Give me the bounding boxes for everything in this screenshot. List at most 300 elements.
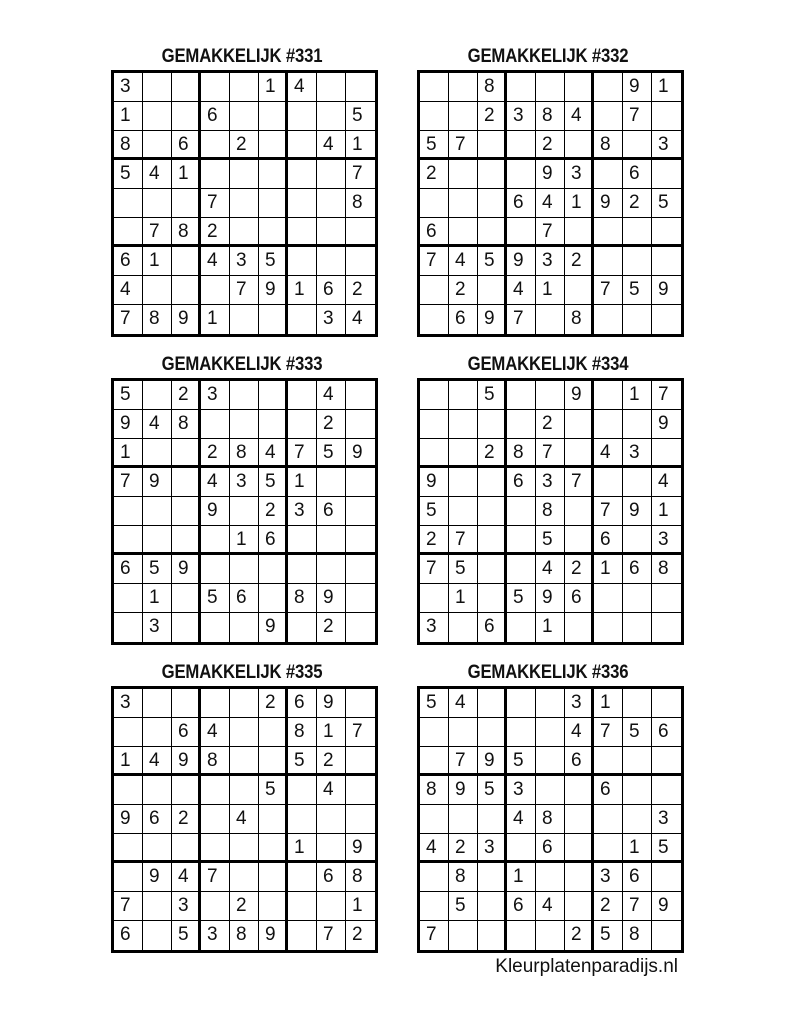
grid-cell: 4 xyxy=(317,381,346,410)
grid-cell: 1 xyxy=(143,247,172,276)
sudoku-grid xyxy=(417,378,684,645)
grid-cell xyxy=(201,160,230,189)
grid-cell: 2 xyxy=(230,892,259,921)
grid-cell: 4 xyxy=(536,189,565,218)
grid-cell: 6 xyxy=(230,584,259,613)
grid-cell xyxy=(449,468,478,497)
grid-cell xyxy=(259,189,288,218)
grid-cell xyxy=(652,776,681,805)
grid-cell xyxy=(420,584,449,613)
sudoku-puzzle-336 xyxy=(417,662,679,953)
grid-cell xyxy=(259,218,288,247)
grid-cell: 5 xyxy=(449,892,478,921)
grid-cell: 3 xyxy=(143,613,172,642)
grid-cell xyxy=(478,468,507,497)
grid-cell xyxy=(565,218,594,247)
grid-cell: 2 xyxy=(565,247,594,276)
grid-cell xyxy=(288,410,317,439)
grid-cell xyxy=(623,131,652,160)
grid-cell xyxy=(259,381,288,410)
grid-cell xyxy=(230,497,259,526)
grid-cell xyxy=(652,102,681,131)
grid-cell: 4 xyxy=(201,718,230,747)
grid-cell: 6 xyxy=(623,555,652,584)
grid-cell xyxy=(449,497,478,526)
grid-cell: 1 xyxy=(536,613,565,642)
grid-cell: 4 xyxy=(507,805,536,834)
grid-cell xyxy=(449,410,478,439)
grid-cell: 2 xyxy=(201,218,230,247)
grid-cell xyxy=(420,276,449,305)
grid-cell: 1 xyxy=(288,276,317,305)
grid-cell xyxy=(623,526,652,555)
grid-cell: 3 xyxy=(420,613,449,642)
grid-cell: 6 xyxy=(478,613,507,642)
grid-cell: 3 xyxy=(114,73,143,102)
grid-cell xyxy=(346,468,375,497)
grid-cell xyxy=(288,160,317,189)
grid-cell: 4 xyxy=(317,131,346,160)
puzzle-title: GEMAKKELIJK #336 xyxy=(467,662,629,683)
grid-cell xyxy=(317,189,346,218)
grid-cell: 7 xyxy=(143,218,172,247)
grid-cell: 3 xyxy=(201,381,230,410)
grid-cell: 9 xyxy=(652,276,681,305)
grid-cell xyxy=(172,189,201,218)
grid-cell xyxy=(317,102,346,131)
grid-cell xyxy=(565,892,594,921)
grid-cell: 4 xyxy=(652,468,681,497)
grid-cell xyxy=(507,218,536,247)
grid-cell: 4 xyxy=(143,747,172,776)
grid-cell: 5 xyxy=(420,497,449,526)
grid-cell: 9 xyxy=(346,834,375,863)
grid-cell xyxy=(449,381,478,410)
grid-cell: 2 xyxy=(259,497,288,526)
grid-cell xyxy=(143,776,172,805)
grid-cell: 1 xyxy=(114,439,143,468)
grid-cell: 4 xyxy=(507,276,536,305)
grid-cell xyxy=(507,497,536,526)
grid-cell xyxy=(317,247,346,276)
grid-cell xyxy=(536,921,565,950)
grid-cell: 2 xyxy=(201,439,230,468)
grid-cell: 4 xyxy=(143,160,172,189)
grid-cell: 5 xyxy=(346,102,375,131)
grid-cell: 9 xyxy=(623,73,652,102)
grid-cell: 9 xyxy=(172,305,201,334)
grid-cell: 9 xyxy=(143,468,172,497)
grid-cell xyxy=(172,73,201,102)
grid-cell xyxy=(594,584,623,613)
grid-cell xyxy=(652,584,681,613)
grid-cell: 1 xyxy=(536,276,565,305)
grid-cell: 6 xyxy=(172,718,201,747)
grid-cell: 1 xyxy=(114,747,143,776)
grid-cell: 2 xyxy=(420,160,449,189)
grid-cell xyxy=(201,410,230,439)
puzzle-title: GEMAKKELIJK #335 xyxy=(161,662,323,683)
grid-cell xyxy=(594,468,623,497)
grid-cell: 8 xyxy=(172,218,201,247)
grid-cell xyxy=(623,305,652,334)
grid-cell xyxy=(143,381,172,410)
grid-cell xyxy=(420,381,449,410)
grid-cell: 7 xyxy=(623,102,652,131)
grid-cell xyxy=(288,921,317,950)
grid-cell xyxy=(143,102,172,131)
grid-cell: 4 xyxy=(565,718,594,747)
grid-cell xyxy=(230,834,259,863)
grid-cell: 7 xyxy=(114,892,143,921)
grid-cell xyxy=(478,555,507,584)
grid-cell xyxy=(201,689,230,718)
grid-cell xyxy=(536,718,565,747)
grid-cell xyxy=(143,497,172,526)
grid-cell: 3 xyxy=(230,247,259,276)
grid-cell: 7 xyxy=(565,468,594,497)
grid-cell: 8 xyxy=(172,410,201,439)
grid-cell: 6 xyxy=(201,102,230,131)
grid-cell: 8 xyxy=(346,863,375,892)
grid-cell: 4 xyxy=(565,102,594,131)
grid-cell: 6 xyxy=(565,584,594,613)
grid-cell xyxy=(536,776,565,805)
grid-cell xyxy=(565,439,594,468)
grid-cell xyxy=(420,892,449,921)
grid-cell xyxy=(230,410,259,439)
grid-cell: 5 xyxy=(507,747,536,776)
grid-cell: 9 xyxy=(536,584,565,613)
grid-cell xyxy=(288,555,317,584)
grid-cell xyxy=(594,834,623,863)
grid-cell: 7 xyxy=(420,247,449,276)
grid-cell xyxy=(288,218,317,247)
grid-cell: 7 xyxy=(449,131,478,160)
grid-cell xyxy=(507,718,536,747)
grid-cell xyxy=(594,305,623,334)
grid-cell xyxy=(288,613,317,642)
grid-cell: 8 xyxy=(288,718,317,747)
grid-cell: 3 xyxy=(652,805,681,834)
grid-cell: 6 xyxy=(420,218,449,247)
grid-cell xyxy=(478,689,507,718)
grid-cell xyxy=(201,805,230,834)
grid-cell xyxy=(420,439,449,468)
grid-cell: 1 xyxy=(288,834,317,863)
grid-cell xyxy=(259,863,288,892)
grid-cell: 5 xyxy=(623,718,652,747)
grid-cell xyxy=(449,218,478,247)
sudoku-grid xyxy=(111,686,378,953)
grid-cell: 3 xyxy=(317,305,346,334)
grid-cell: 4 xyxy=(230,805,259,834)
grid-cell: 2 xyxy=(352,924,363,945)
grid-cell: 9 xyxy=(449,776,478,805)
grid-cell xyxy=(652,613,681,642)
grid-cell xyxy=(172,468,201,497)
grid-cell xyxy=(507,131,536,160)
grid-cell xyxy=(478,863,507,892)
grid-cell: 8 xyxy=(288,584,317,613)
grid-cell xyxy=(201,131,230,160)
grid-cell: 3 xyxy=(594,863,623,892)
grid-cell xyxy=(288,892,317,921)
grid-cell xyxy=(143,276,172,305)
grid-cell: 7 xyxy=(114,468,143,497)
grid-cell: 4 xyxy=(594,439,623,468)
sudoku-puzzle-333 xyxy=(111,354,373,645)
grid-cell: 5 xyxy=(172,921,201,950)
grid-cell: 8 xyxy=(536,497,565,526)
grid-cell xyxy=(317,805,346,834)
grid-cell: 2 xyxy=(565,921,594,950)
grid-cell xyxy=(478,410,507,439)
grid-cell: 2 xyxy=(172,805,201,834)
grid-cell: 9 xyxy=(594,189,623,218)
grid-cell xyxy=(230,381,259,410)
grid-cell: 5 xyxy=(478,247,507,276)
grid-cell: 7 xyxy=(594,497,623,526)
grid-cell xyxy=(288,131,317,160)
grid-cell xyxy=(143,689,172,718)
grid-cell xyxy=(288,526,317,555)
grid-cell: 6 xyxy=(259,526,288,555)
grid-cell xyxy=(230,102,259,131)
grid-cell xyxy=(172,102,201,131)
grid-cell xyxy=(565,776,594,805)
grid-cell: 5 xyxy=(259,247,288,276)
grid-cell: 1 xyxy=(623,381,652,410)
grid-cell xyxy=(346,73,375,102)
grid-cell xyxy=(478,131,507,160)
grid-cell xyxy=(449,160,478,189)
grid-cell xyxy=(478,497,507,526)
grid-cell xyxy=(201,526,230,555)
grid-cell xyxy=(259,584,288,613)
grid-cell: 2 xyxy=(594,892,623,921)
grid-cell xyxy=(346,555,375,584)
grid-cell: 5 xyxy=(652,189,681,218)
grid-cell: 3 xyxy=(507,776,536,805)
grid-cell xyxy=(346,613,375,642)
grid-cell: 9 xyxy=(623,497,652,526)
grid-cell xyxy=(172,613,201,642)
grid-cell xyxy=(172,584,201,613)
puzzle-title: GEMAKKELIJK #334 xyxy=(467,354,629,375)
grid-cell xyxy=(565,834,594,863)
grid-cell: 7 xyxy=(623,892,652,921)
grid-cell: 5 xyxy=(478,776,507,805)
puzzle-title: GEMAKKELIJK #333 xyxy=(161,354,323,375)
grid-cell xyxy=(507,921,536,950)
grid-cell: 9 xyxy=(420,468,449,497)
grid-cell: 9 xyxy=(478,305,507,334)
grid-cell: 6 xyxy=(143,805,172,834)
grid-cell xyxy=(652,439,681,468)
grid-cell: 6 xyxy=(507,468,536,497)
grid-cell: 1 xyxy=(346,892,375,921)
grid-cell xyxy=(346,526,375,555)
sudoku-puzzle-334 xyxy=(417,354,679,645)
grid-cell xyxy=(114,613,143,642)
grid-cell: 8 xyxy=(507,439,536,468)
grid-cell: 9 xyxy=(259,613,288,642)
grid-cell: 2 xyxy=(449,834,478,863)
grid-cell: 5 xyxy=(288,747,317,776)
grid-cell: 9 xyxy=(478,747,507,776)
sudoku-grid xyxy=(111,378,378,645)
grid-cell: 5 xyxy=(143,555,172,584)
grid-cell: 4 xyxy=(317,776,346,805)
grid-cell: 9 xyxy=(201,497,230,526)
sudoku-puzzle-331 xyxy=(111,46,373,337)
sudoku-puzzle-332 xyxy=(417,46,679,337)
grid-cell: 2 xyxy=(536,131,565,160)
grid-cell xyxy=(201,73,230,102)
grid-cell: 9 xyxy=(172,747,201,776)
grid-cell xyxy=(288,305,317,334)
grid-cell: 1 xyxy=(652,73,681,102)
grid-cell: 5 xyxy=(317,439,346,468)
grid-cell xyxy=(114,526,143,555)
grid-cell xyxy=(536,689,565,718)
grid-cell: 3 xyxy=(201,921,230,950)
grid-cell xyxy=(172,776,201,805)
grid-cell xyxy=(565,613,594,642)
grid-cell xyxy=(449,73,478,102)
grid-cell: 8 xyxy=(536,102,565,131)
grid-cell: 3 xyxy=(230,468,259,497)
grid-cell xyxy=(201,276,230,305)
grid-cell: 5 xyxy=(259,468,288,497)
grid-cell xyxy=(420,805,449,834)
grid-cell: 8 xyxy=(230,921,259,950)
grid-cell: 7 xyxy=(346,160,375,189)
grid-cell xyxy=(346,776,375,805)
grid-cell: 5 xyxy=(201,584,230,613)
grid-cell xyxy=(317,218,346,247)
grid-cell: 4 xyxy=(172,863,201,892)
grid-cell: 5 xyxy=(536,526,565,555)
grid-cell xyxy=(652,689,681,718)
grid-cell xyxy=(346,497,375,526)
puzzle-title: GEMAKKELIJK #331 xyxy=(161,46,323,67)
grid-cell xyxy=(652,747,681,776)
grid-cell xyxy=(449,613,478,642)
grid-cell xyxy=(317,468,346,497)
grid-cell xyxy=(317,892,346,921)
grid-cell xyxy=(565,73,594,102)
grid-cell: 6 xyxy=(288,689,317,718)
grid-cell xyxy=(114,776,143,805)
grid-cell xyxy=(507,613,536,642)
grid-cell xyxy=(623,468,652,497)
grid-cell xyxy=(594,102,623,131)
grid-cell xyxy=(259,555,288,584)
grid-cell xyxy=(172,834,201,863)
grid-cell: 6 xyxy=(652,718,681,747)
grid-cell: 6 xyxy=(449,305,478,334)
grid-cell xyxy=(114,497,143,526)
grid-cell xyxy=(507,689,536,718)
grid-cell xyxy=(652,160,681,189)
grid-cell xyxy=(346,689,375,718)
grid-cell: 6 xyxy=(114,921,143,950)
grid-cell xyxy=(172,276,201,305)
grid-cell: 2 xyxy=(172,381,201,410)
grid-cell xyxy=(201,892,230,921)
grid-cell xyxy=(201,776,230,805)
grid-cell: 3 xyxy=(623,439,652,468)
grid-cell xyxy=(143,189,172,218)
grid-cell xyxy=(420,863,449,892)
grid-cell: 1 xyxy=(114,102,143,131)
grid-cell: 2 xyxy=(623,189,652,218)
grid-cell: 1 xyxy=(594,689,623,718)
grid-cell: 5 xyxy=(420,689,449,718)
grid-cell: 9 xyxy=(652,410,681,439)
grid-cell xyxy=(449,921,478,950)
grid-cell xyxy=(143,718,172,747)
grid-cell: 2 xyxy=(536,410,565,439)
grid-cell: 4 xyxy=(536,555,565,584)
grid-cell xyxy=(346,805,375,834)
grid-cell xyxy=(652,863,681,892)
grid-cell xyxy=(507,73,536,102)
grid-cell: 4 xyxy=(143,410,172,439)
grid-cell: 8 xyxy=(114,131,143,160)
grid-cell xyxy=(536,863,565,892)
grid-cell: 3 xyxy=(536,468,565,497)
grid-cell xyxy=(565,276,594,305)
grid-cell xyxy=(420,747,449,776)
grid-cell xyxy=(317,73,346,102)
grid-cell xyxy=(623,613,652,642)
grid-cell xyxy=(230,73,259,102)
grid-cell xyxy=(259,747,288,776)
grid-cell: 6 xyxy=(594,526,623,555)
grid-cell: 2 xyxy=(565,555,594,584)
grid-cell: 6 xyxy=(623,160,652,189)
grid-cell xyxy=(230,613,259,642)
grid-cell xyxy=(420,73,449,102)
grid-cell: 7 xyxy=(536,439,565,468)
grid-cell xyxy=(536,381,565,410)
grid-cell: 7 xyxy=(230,276,259,305)
grid-cell xyxy=(565,410,594,439)
grid-cell xyxy=(420,189,449,218)
grid-cell: 7 xyxy=(536,218,565,247)
grid-cell xyxy=(478,584,507,613)
grid-cell: 1 xyxy=(652,497,681,526)
grid-cell xyxy=(201,555,230,584)
grid-cell: 5 xyxy=(652,834,681,863)
grid-cell xyxy=(288,247,317,276)
grid-cell: 1 xyxy=(317,718,346,747)
sudoku-grid xyxy=(417,70,684,337)
grid-cell xyxy=(230,189,259,218)
grid-cell: 6 xyxy=(114,247,143,276)
grid-cell: 5 xyxy=(114,381,143,410)
grid-cell xyxy=(230,776,259,805)
grid-cell xyxy=(565,526,594,555)
grid-cell: 3 xyxy=(652,526,681,555)
grid-cell xyxy=(565,863,594,892)
grid-cell xyxy=(594,381,623,410)
grid-cell xyxy=(594,747,623,776)
grid-cell: 4 xyxy=(352,308,363,329)
